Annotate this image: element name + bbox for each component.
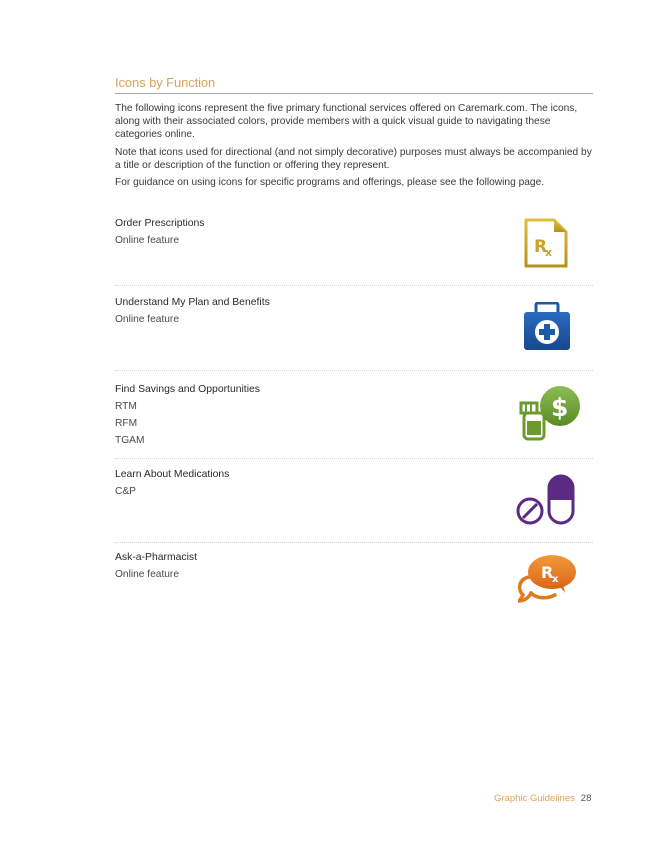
section-item: RTM <box>115 401 137 412</box>
divider <box>115 542 593 543</box>
section-item: Online feature <box>115 314 179 325</box>
page-footer <box>494 793 591 804</box>
divider <box>115 458 593 459</box>
section-item: Online feature <box>115 235 179 246</box>
section-title-order-prescriptions: Order Prescriptions <box>115 218 205 229</box>
intro-paragraph-3: For guidance on using icons for specific programs and offerings, please see the following page. <box>115 177 545 189</box>
intro-paragraph-2: Note that icons used for directional (and not simply decorative) purposes must always be accompanied by a title or description of the function or offering they represent. <box>115 146 592 171</box>
rx-speech-bubble-icon <box>515 553 579 603</box>
intro-text <box>115 102 595 193</box>
divider <box>115 285 593 286</box>
intro-paragraph-1: The following icons represent the five primary functional services offered on Caremark.com. The icons, along with their associated colors, provide members with a quick visual guide to navigating these categories online. <box>115 103 578 141</box>
section-title-understand-plan: Understand My Plan and Benefits <box>115 297 270 308</box>
divider <box>115 370 593 371</box>
section-title-ask-pharmacist: Ask-a-Pharmacist <box>115 552 197 563</box>
pill-capsule-icon <box>515 474 577 526</box>
rx-document-icon <box>523 218 569 268</box>
svg-text:x: x <box>552 574 559 585</box>
svg-text:$: $ <box>551 393 569 422</box>
section-item: Online feature <box>115 569 179 580</box>
section-item: TGAM <box>115 435 145 446</box>
section-title-find-savings: Find Savings and Opportunities <box>115 384 260 395</box>
section-item: C&P <box>115 486 136 497</box>
section-item: RFM <box>115 418 138 429</box>
footer-label: Graphic Guidelines <box>494 793 575 804</box>
svg-text:R: R <box>541 563 554 582</box>
title-rule <box>115 93 593 94</box>
svg-text:R: R <box>534 237 548 257</box>
page-number: 28 <box>580 793 592 804</box>
page-title: Icons by Function <box>115 75 216 90</box>
svg-text:x: x <box>545 246 553 259</box>
section-title-learn-medications: Learn About Medications <box>115 469 230 480</box>
medical-kit-icon <box>523 302 571 350</box>
savings-bottle-dollar-icon <box>519 385 581 443</box>
